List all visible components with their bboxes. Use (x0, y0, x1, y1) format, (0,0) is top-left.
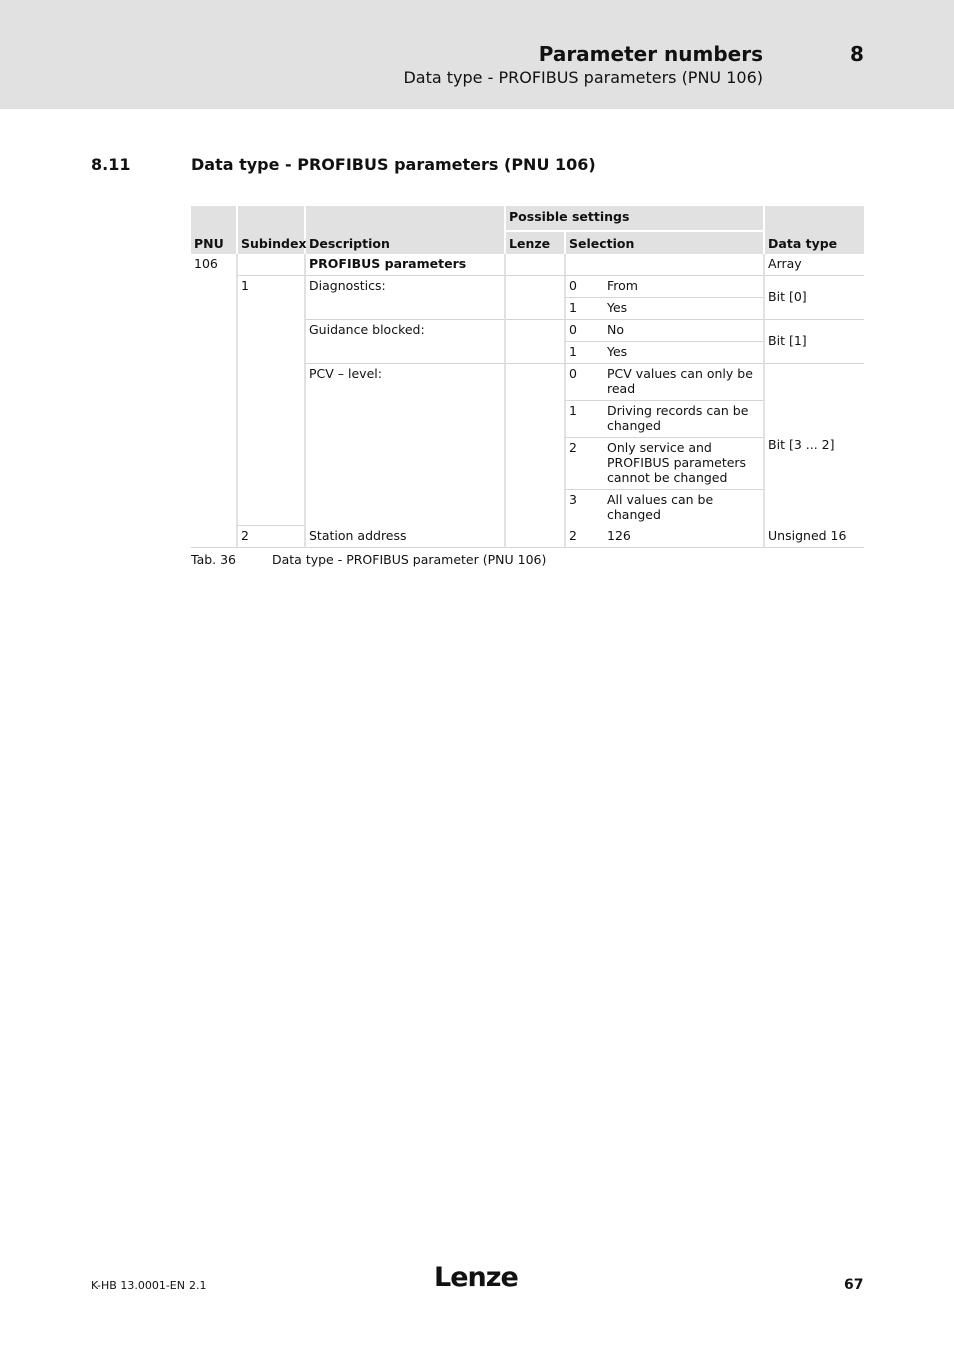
cell-data-type: Bit [0] (763, 276, 864, 320)
cell-data-type: Bit [3 ... 2] (763, 364, 864, 526)
header-lenze: Lenze (504, 230, 564, 254)
table-row (191, 276, 864, 298)
chapter-title: Parameter numbers (538, 42, 763, 66)
table-caption-text: Data type - PROFIBUS parameter (PNU 106) (272, 552, 547, 567)
table-row (191, 254, 864, 276)
section-number: 8.11 (91, 155, 131, 174)
cell-option-label: Yes (604, 298, 763, 320)
lenze-logo: Lenze (434, 1262, 518, 1293)
footer-document-id: K-HB 13.0001-EN (91, 1279, 185, 1292)
cell-description: PROFIBUS parameters (304, 254, 504, 276)
chapter-subtitle: Data type - PROFIBUS parameters (PNU 106) (403, 68, 763, 87)
cell-description: Station address (304, 526, 504, 548)
cell-subindex: 1 (236, 276, 304, 526)
cell-option-value: 1 (564, 298, 604, 320)
header-selection: Selection (564, 230, 763, 254)
footer-version: 2.1 (189, 1279, 207, 1292)
chapter-number: 8 (850, 42, 864, 66)
parameter-table (191, 206, 864, 548)
header-band (0, 0, 954, 109)
cell-option-value: 2 (564, 438, 604, 490)
cell-pnu: 106 (191, 254, 236, 548)
cell-option-value: 0 (564, 320, 604, 342)
cell-range-min: 2 (564, 526, 604, 548)
cell-option-value: 3 (564, 490, 604, 526)
cell-subindex: 2 (236, 526, 304, 548)
header-data-type: Data type (763, 206, 864, 254)
cell-option-value: 0 (564, 276, 604, 298)
table-row (191, 526, 864, 548)
header-possible-settings: Possible settings (504, 206, 763, 230)
table-caption-number: Tab. 36 (191, 552, 237, 567)
section-title: Data type - PROFIBUS parameters (PNU 106) (191, 155, 596, 174)
page-number: 67 (844, 1277, 864, 1293)
cell-data-type: Unsigned 16 (763, 526, 864, 548)
cell-option-label: PCV values can only be read (604, 364, 763, 401)
cell-option-value: 1 (564, 401, 604, 438)
cell-option-value: 1 (564, 342, 604, 364)
cell-data-type: Array (763, 254, 864, 276)
header-row (191, 206, 864, 230)
cell-description: Diagnostics: (304, 276, 504, 320)
cell-option-label: Only service and PROFIBUS parameters cannot be changed (604, 438, 763, 490)
header-pnu: PNU (191, 206, 236, 254)
cell-description: Guidance blocked: (304, 320, 504, 364)
cell-option-label: No (604, 320, 763, 342)
header-subindex: Subindex (236, 206, 304, 254)
cell-option-label: Driving records can be changed (604, 401, 763, 438)
cell-option-label: All values can be changed (607, 492, 714, 522)
cell-option-label: Yes (604, 342, 763, 364)
cell-option-label: From (604, 276, 763, 298)
cell-description: PCV – level: (304, 364, 504, 526)
cell-range-max: 126 (604, 526, 763, 548)
header-description: Description (304, 206, 504, 254)
cell-option-value: 0 (564, 364, 604, 401)
cell-data-type: Bit [1] (763, 320, 864, 364)
